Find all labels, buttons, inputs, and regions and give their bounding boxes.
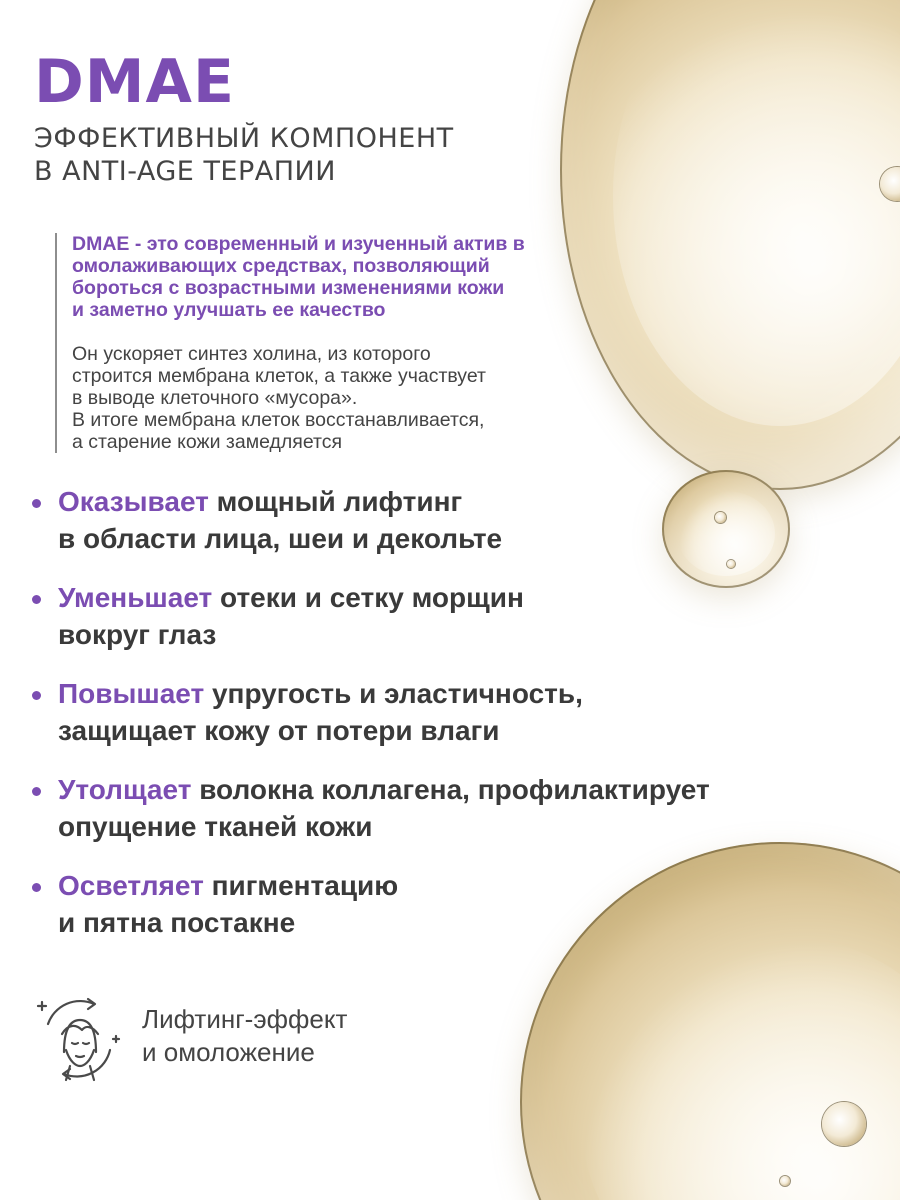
footer-label-line: Лифтинг-эффект xyxy=(142,1004,348,1034)
intro-body-line: строится мембрана клеток, а также участвует xyxy=(72,365,486,387)
benefit-text: волокна коллагена, профилактирует xyxy=(191,774,710,805)
benefit-line: вокруг глаз xyxy=(58,619,217,650)
benefit-line: в области лица, шеи и декольте xyxy=(58,523,503,554)
benefit-text: упругость и эластичность, xyxy=(204,678,583,709)
intro-block xyxy=(55,233,632,453)
subtitle-line: В ANTI-AGE ТЕРАПИИ xyxy=(34,156,336,187)
benefit-keyword: Повышает xyxy=(58,678,205,709)
benefit-line xyxy=(58,675,830,712)
air-bubble xyxy=(780,1176,790,1186)
benefit-item xyxy=(30,867,830,963)
benefit-line xyxy=(58,483,830,520)
footer-label-line: и омоложение xyxy=(142,1037,315,1067)
benefit-keyword: Уменьшает xyxy=(58,582,213,613)
page-title: DMAE xyxy=(34,47,235,117)
benefit-keyword: Оказывает xyxy=(58,486,209,517)
benefits-list xyxy=(30,483,830,963)
intro-lead-line: бороться с возрастными изменениями кожи xyxy=(72,277,505,299)
benefit-line: опущение тканей кожи xyxy=(58,811,373,842)
benefit-item xyxy=(30,771,830,867)
intro-body-line: в выводе клеточного «мусора». xyxy=(72,387,358,409)
intro-lead-line: DMAE - это современный и изученный актив в xyxy=(72,233,525,255)
face-lifting-icon xyxy=(30,990,126,1086)
benefit-text: мощный лифтинг xyxy=(208,486,463,517)
benefit-line xyxy=(58,771,830,808)
intro-lead-line: и заметно улучшать ее качество xyxy=(72,299,386,321)
benefit-keyword: Осветляет xyxy=(58,870,204,901)
benefit-item xyxy=(30,675,830,771)
intro-lead-line: омолаживающих средствах, позволяющий xyxy=(72,255,490,277)
intro-body-line: Он ускоряет синтез холина, из которого xyxy=(72,343,431,365)
intro-lead xyxy=(72,233,632,321)
subtitle-line: ЭФФЕКТИВНЫЙ КОМПОНЕНТ xyxy=(34,123,454,154)
benefit-item xyxy=(30,483,830,579)
benefit-line xyxy=(58,579,830,616)
page-subtitle xyxy=(34,122,594,188)
air-bubble xyxy=(822,1102,866,1146)
benefit-line: защищает кожу от потери влаги xyxy=(58,715,500,746)
intro-body xyxy=(72,343,632,453)
intro-body-line: а старение кожи замедляется xyxy=(72,431,343,453)
benefit-keyword: Утолщает xyxy=(58,774,192,805)
benefit-item xyxy=(30,579,830,675)
benefit-line xyxy=(58,867,830,904)
footer-label xyxy=(142,1003,442,1069)
benefit-text: пигментацию xyxy=(203,870,399,901)
intro-body-line: В итоге мембрана клеток восстанавливается, xyxy=(72,409,485,431)
benefit-text: отеки и сетку морщин xyxy=(212,582,524,613)
benefit-line: и пятна постакне xyxy=(58,907,296,938)
